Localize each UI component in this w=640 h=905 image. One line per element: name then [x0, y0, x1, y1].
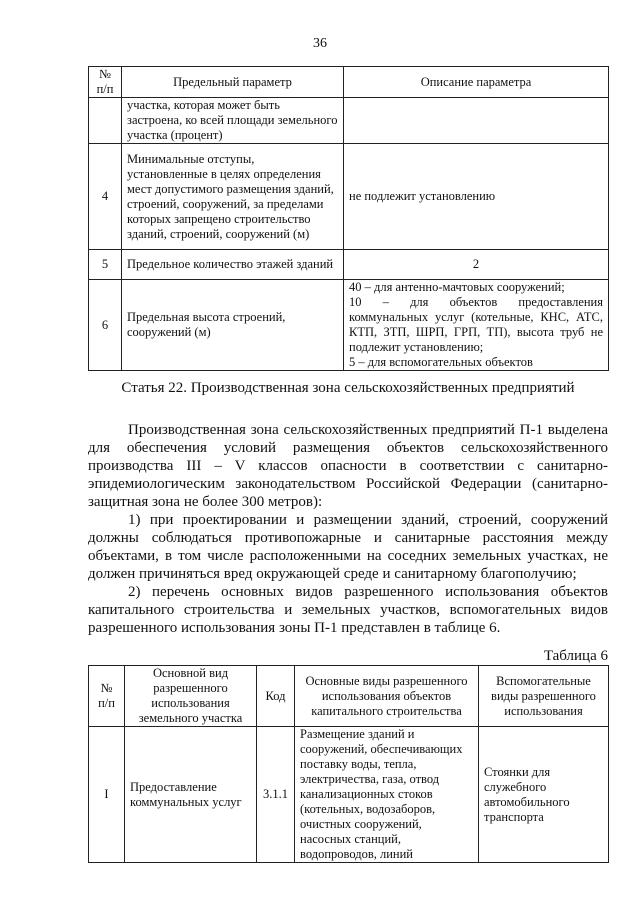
table-caption: Таблица 6 [543, 648, 608, 664]
desc-line: 5 – для вспомогательных объектов [349, 355, 533, 369]
article-title: Статья 22. Производственная зона сельскохозяйственных предприятий [121, 380, 575, 396]
row-param: участка, которая может быть застроена, ко всей площади земельного участка (процент) [122, 98, 344, 144]
header-num [89, 666, 125, 727]
paragraph: 1) при проектировании и размещении зданий, строений, сооружений должны соблюдаться противопожарные и санитарные расстояния между объектами, в том числе расположенными на соседних земельных участках, не должен причиняться вред окружающей среде и санитарному благополучию; [88, 512, 608, 582]
body-text [88, 421, 608, 637]
table-header-row [89, 67, 609, 98]
header-code: Код [257, 666, 295, 727]
row-desc: 2 [344, 250, 609, 280]
header-aux: Вспомогательные виды разрешенного использования [479, 666, 609, 727]
row-code: 3.1.1 [257, 727, 295, 863]
row-num [89, 98, 122, 144]
limits-table [88, 66, 609, 371]
table-row [89, 727, 609, 863]
header-num-line2: п/п [98, 696, 115, 710]
table-row [89, 250, 609, 280]
header-main-type: Основной вид разрешенного использования земельного участка [125, 666, 257, 727]
row-param: Предельное количество этажей зданий [122, 250, 344, 280]
paragraph: Производственная зона сельскохозяйственных предприятий П-1 выделена для обеспечения условий размещения объектов сельскохозяйственного производства III – V классов опасности в соответствии с санитарно-эпидемиологическим законодательством Российской Федерации (санитарно-защитная зона не более 300 метров): [88, 422, 608, 510]
row-aux: Стоянки для служебного автомобильного транспорта [479, 727, 609, 863]
header-main-objects: Основные виды разрешенного использования объектов капитального строительства [295, 666, 479, 727]
header-num-line2: п/п [96, 82, 114, 96]
desc-line: 40 – для антенно-мачтовых сооружений; [349, 280, 565, 294]
paragraph: 2) перечень основных видов разрешенного использования объектов капитального строительства и земельных участков, вспомогательных видов разрешенного использования зоны П-1 представлен в таблице 6. [88, 584, 608, 636]
row-main-type: Предоставление коммунальных услуг [125, 727, 257, 863]
row-param: Минимальные отступы, установленные в целях определения мест допустимого размещения зданий, строений, сооружений, за пределами которых запрещено строительство зданий, строений, сооружений (м) [122, 144, 344, 250]
header-param: Предельный параметр [122, 67, 344, 98]
row-desc [344, 98, 609, 144]
table-row [89, 280, 609, 371]
zone-uses-table [88, 665, 609, 863]
header-desc: Описание параметра [344, 67, 609, 98]
header-num [89, 67, 122, 98]
desc-line: 10 – для объектов предоставления коммунальных услуг (котельные, КНС, АТС, КТП, ЗТП, ШРП, ГРП, ТП), высота труб не подлежит установлению; [349, 295, 603, 354]
row-num: I [89, 727, 125, 863]
row-num: 4 [89, 144, 122, 250]
row-num: 5 [89, 250, 122, 280]
table-row [89, 144, 609, 250]
row-desc [344, 280, 609, 371]
row-param: Предельная высота строений, сооружений (м) [122, 280, 344, 371]
table-row [89, 98, 609, 144]
page-number: 36 [313, 36, 327, 51]
header-num-line1: № [100, 681, 113, 695]
row-num: 6 [89, 280, 122, 371]
row-desc: не подлежит установлению [344, 144, 609, 250]
row-main-objects: Размещение зданий и сооружений, обеспечивающих поставку воды, тепла, электричества, газа, отвод канализационных стоков (котельных, водозаборов, очистных сооружений, насосных станций, водопроводов, линий [295, 727, 479, 863]
header-num-line1: № [99, 67, 111, 81]
table-header-row [89, 666, 609, 727]
